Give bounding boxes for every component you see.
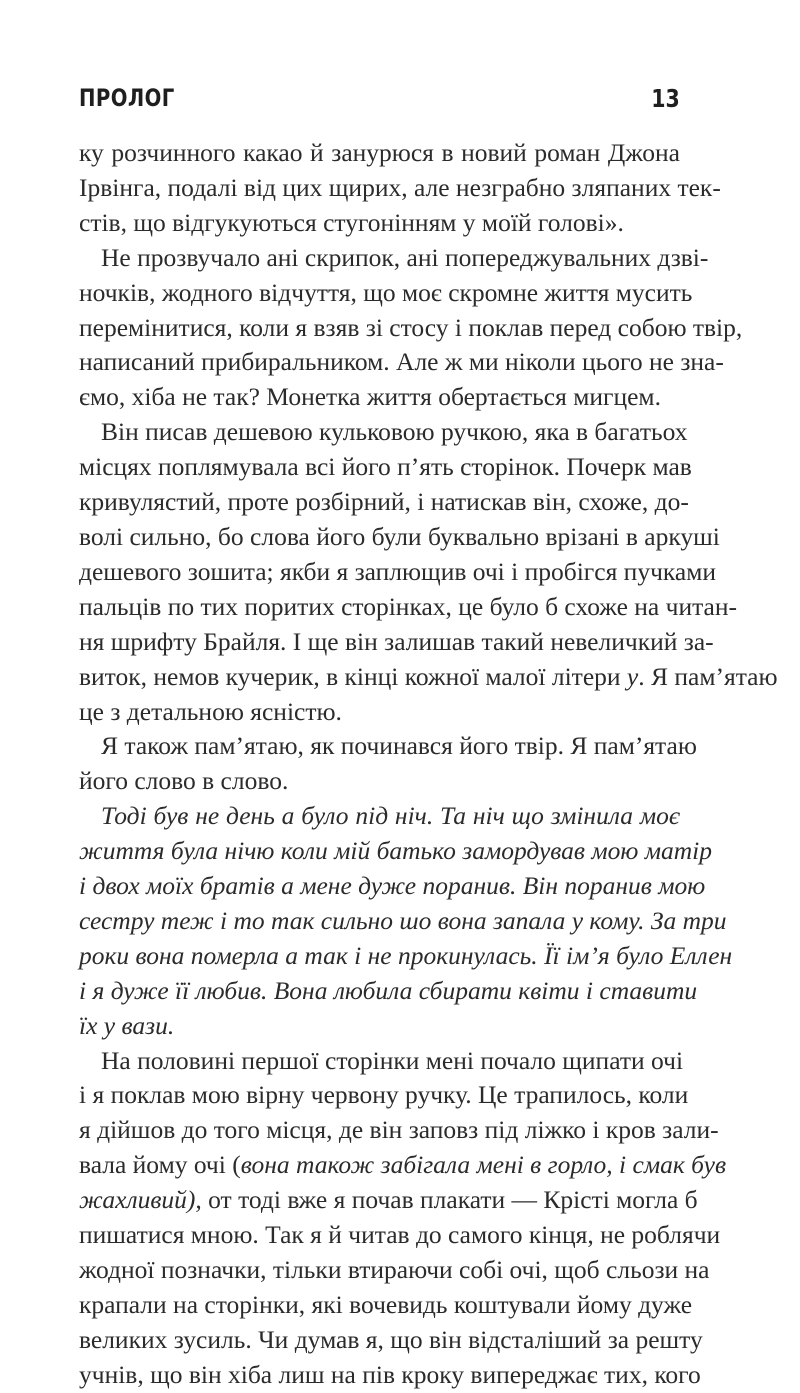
text-line: крапали на сторінки, які вочевидь коштували йому дуже (79, 1289, 693, 1319)
text-line: написаний прибиральником. Але ж ми ніколи цього не зна- (79, 347, 724, 377)
text-line: Тоді був не день а було під ніч. Та ніч що змінила моє (101, 801, 680, 831)
text-line: ємо, хіба не так? Монетка життя обертається мигцем. (79, 382, 661, 412)
paragraph (79, 415, 778, 729)
text-line-mixed (79, 1183, 698, 1218)
text-line-mixed (79, 660, 778, 695)
text-line: дешевого зошита; якби я заплющив очі і пробігся пучками (79, 556, 717, 586)
text-line: і я дуже її любив. Вона любила сбирати квіти і ставити (79, 975, 698, 1005)
text-line: На половині першої сторінки мені почало щипати очі (101, 1045, 684, 1075)
text-line: великих зусиль. Чи думав я, що він відсталіший за решту (79, 1324, 703, 1354)
text-line: кривулястий, проте розбірний, і натискав він, схоже, до- (79, 487, 689, 517)
text-run: . Я пам’ятаю (638, 661, 778, 691)
text-line: життя була нічю коли мій батько замордував мою матір (79, 836, 713, 866)
text-line: жодної позначки, тільки втираючи собі очі, щоб сльози на (79, 1255, 710, 1284)
text-line: я дійшов до того місця, де він заповз під ліжко і кров зали- (79, 1115, 719, 1145)
text-line: перемінитися, коли я взяв зі стосу і поклав перед собою твір, (79, 312, 743, 342)
text-run: вала йому очі ( (79, 1150, 241, 1180)
page-number: 13 (651, 84, 680, 113)
text-line: місцях поплямувала всі його п’ять сторінок. Почерк мав (79, 452, 692, 482)
quoted-essay (79, 799, 733, 1043)
text-line: роки вона померла а так і не прокинулась. Її ім’я було Еллен (79, 940, 733, 970)
text-line: і двох моїх братів а мене дуже поранив. Він поранив мою (79, 871, 706, 901)
section-title: ПРОЛОГ (79, 84, 175, 112)
text-line: ня шрифту Брайля. І ще він залишав такий невеличкий за- (79, 626, 714, 656)
text-line: їх у вази. (79, 1010, 175, 1040)
italic-letter: у (626, 661, 639, 691)
running-head (79, 84, 680, 124)
text-line: ночків, жодного відчуття, що моє скромне життя мусить (79, 277, 693, 307)
text-line: учнів, що він хіба лиш на пів кроку випереджає тих, кого (79, 1359, 701, 1389)
text-line: Ірвінга, подалі від цих щирих, але незграбно зляпаних тек- (79, 172, 721, 202)
text-line: Він писав дешевою кульковою ручкою, яка в багатьох (101, 417, 688, 447)
text-line: пишатися мною. Так я й читав до самого кінця, не роблячи (79, 1220, 721, 1250)
body-text (79, 136, 778, 1393)
text-line: і я поклав мою вірну червону ручку. Це трапилось, коли (79, 1080, 689, 1110)
italic-run: вона також забігала мені в горло, і смак був (240, 1150, 727, 1180)
text-line: це з детальною ясністю. (79, 696, 342, 726)
paragraph (79, 729, 697, 799)
text-run: от тоді вже я почав плакати — Крісті могла б (201, 1185, 698, 1215)
paragraph (79, 1044, 727, 1393)
paragraph (79, 241, 743, 416)
text-line-mixed (79, 1148, 727, 1183)
text-line: ку розчинного какао й занурюся в новий роман Джона (79, 138, 680, 167)
text-line: Я також пам’ятаю, як починався його твір. Я пам’ятаю (101, 731, 697, 761)
text-line: стів, що відгукуються стугонінням у моїй голові». (79, 207, 624, 237)
text-run: виток, немов кучерик, в кінці кожної малої літери (79, 661, 621, 691)
text-line: пальців по тих поритих сторінках, це було б схоже на читан- (79, 591, 738, 621)
italic-run: жахливий), (79, 1185, 202, 1215)
text-line: його слово в слово. (79, 766, 289, 796)
paragraph (79, 136, 721, 241)
text-line: сестру теж і то так сильно шо вона запала у кому. За три (79, 905, 727, 935)
text-line: Не прозвучало ані скрипок, ані попереджувальних дзві- (101, 242, 709, 272)
text-line: волі сильно, бо слова його були буквально врізані в аркуші (79, 521, 720, 551)
